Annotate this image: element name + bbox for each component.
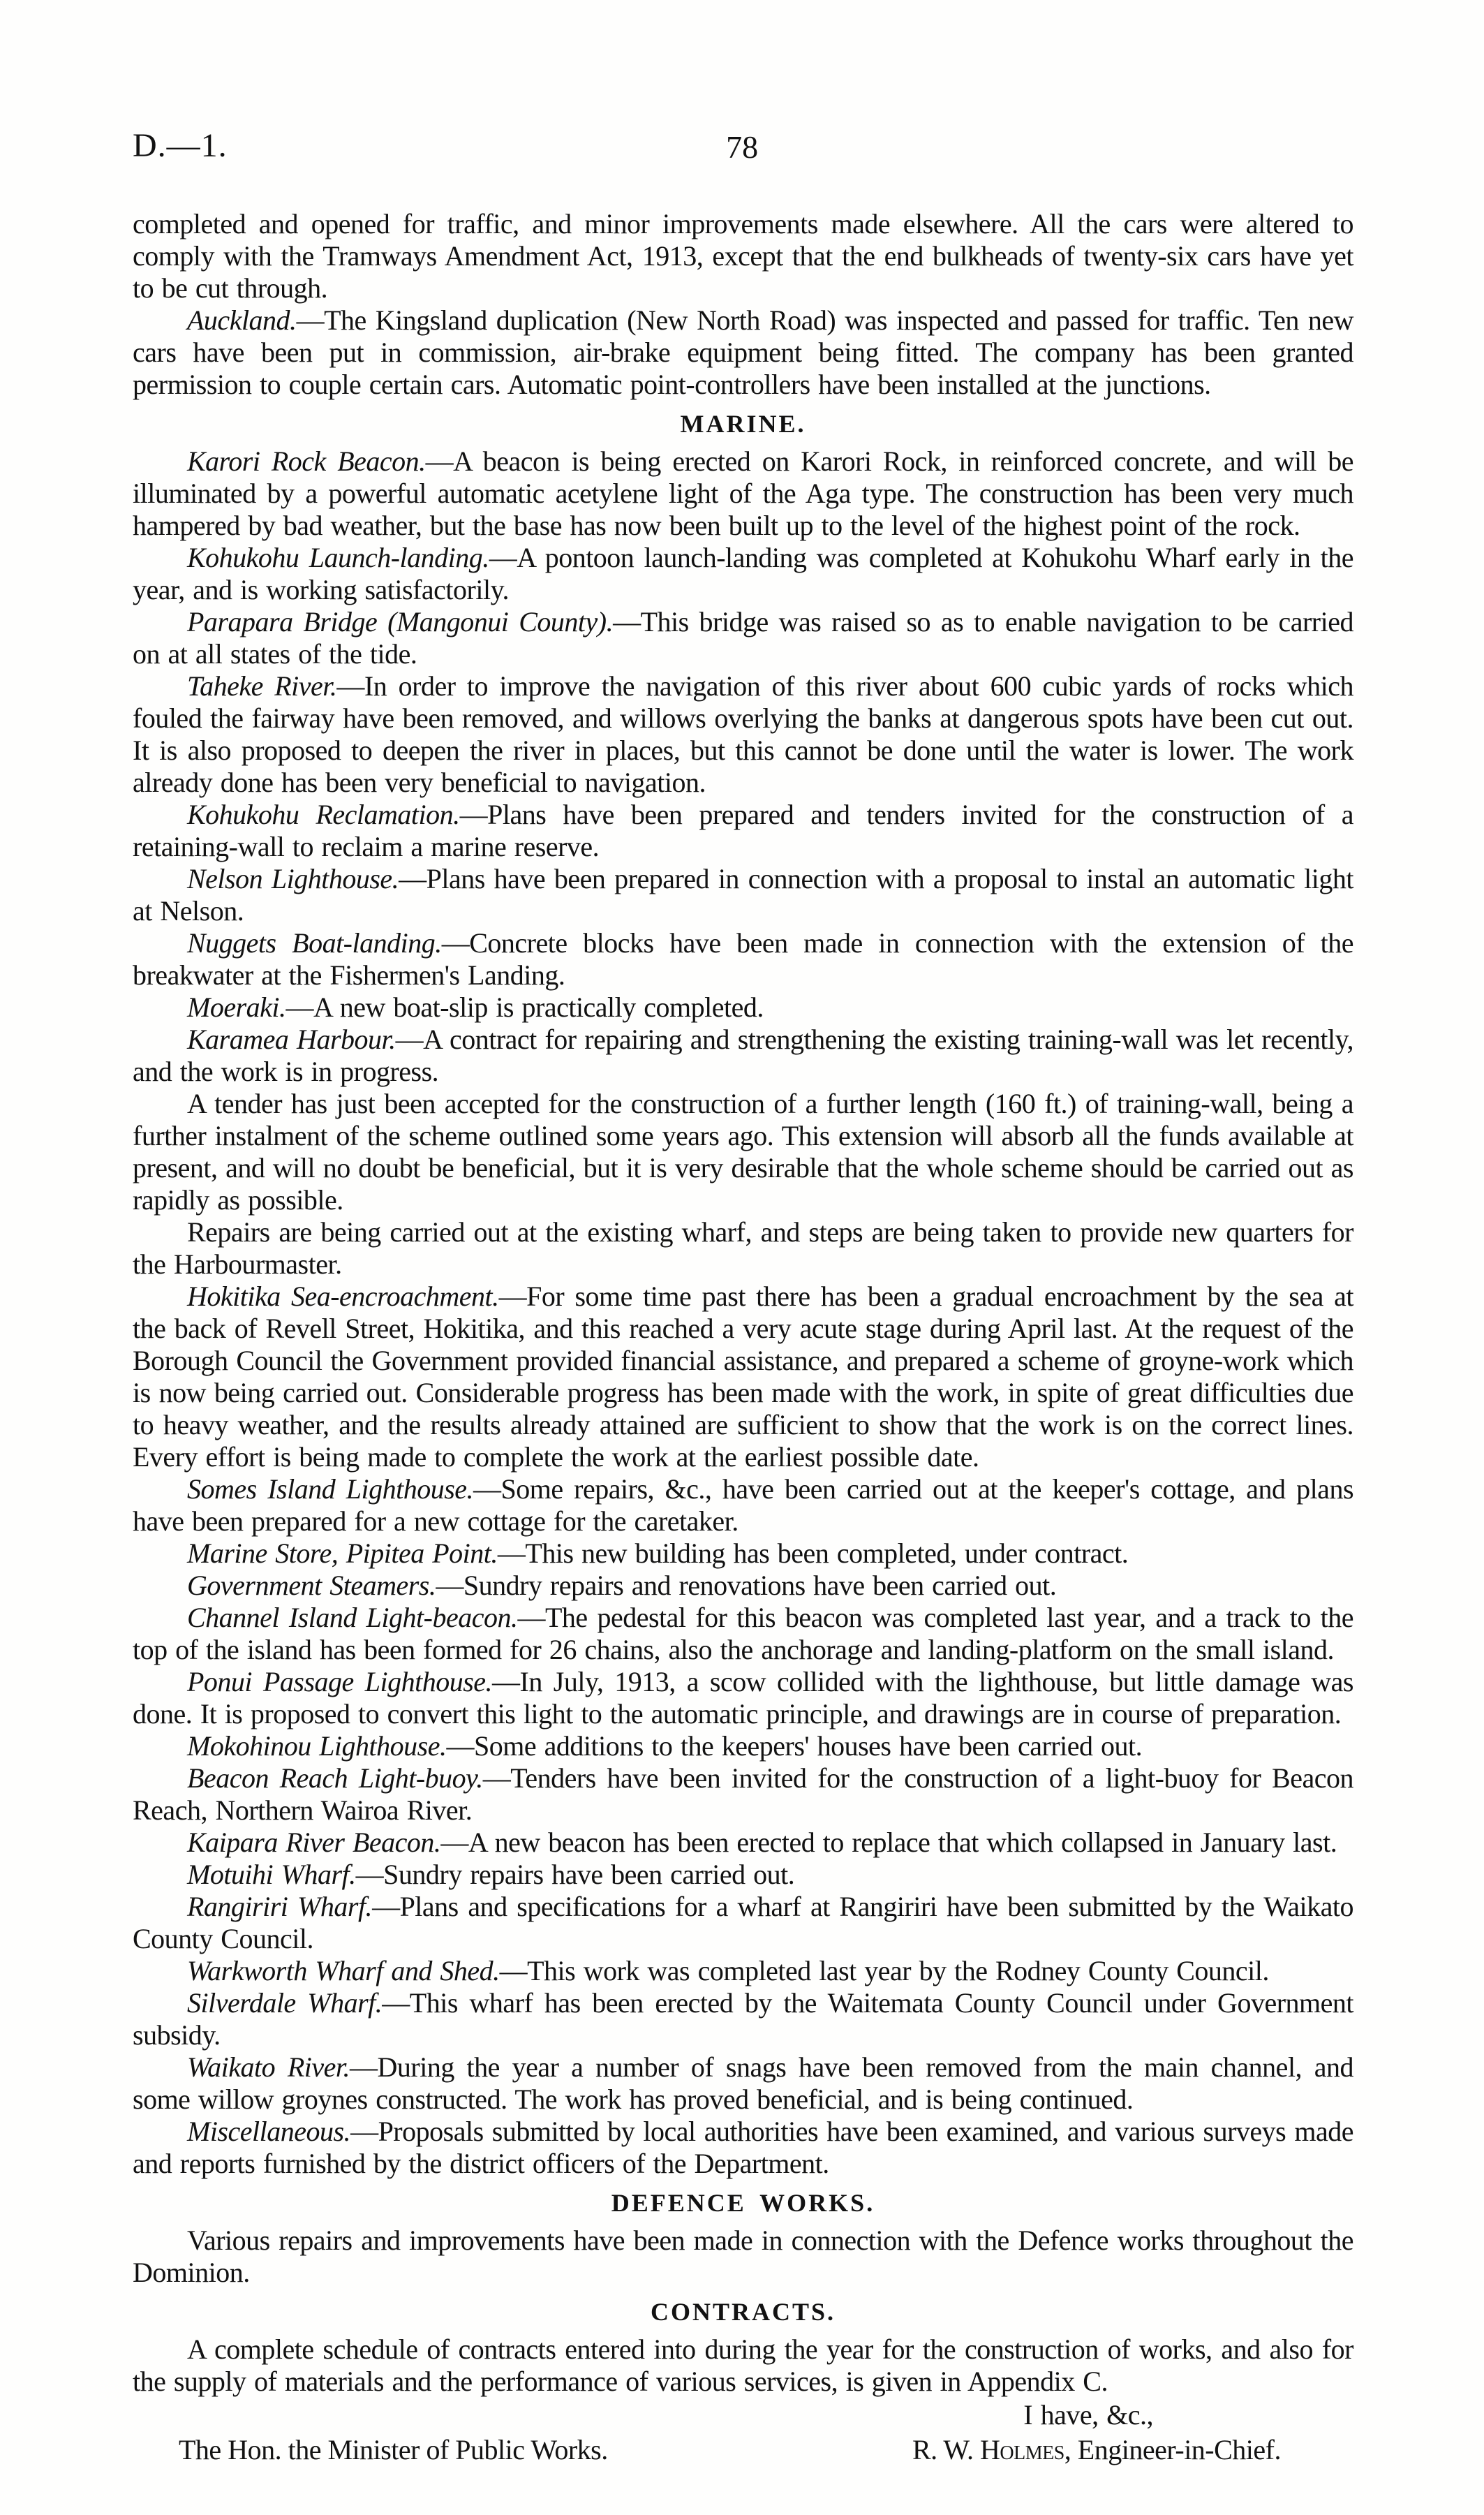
section-paragraphs — [133, 2225, 1353, 2289]
closing-block — [133, 2399, 1353, 2466]
paragraph — [133, 863, 1353, 927]
paragraph-text: —This wharf has been erected by the Waitemata County Council under Government subsidy. — [133, 1987, 1354, 2051]
signatory-title: , Engineer-in-Chief. — [1064, 2434, 1281, 2465]
paragraph-text: —Some repairs, &c., have been carried out at the keeper's cottage, and plans have been prepared for a new cottage for the caretaker. — [133, 1473, 1354, 1537]
valediction: I have, &c., — [1023, 2399, 1153, 2431]
paragraph-text: —A new beacon has been erected to replace that which collapsed in January last. — [440, 1827, 1337, 1858]
paragraph — [133, 2333, 1353, 2398]
paragraph — [133, 1088, 1353, 1216]
paragraph — [133, 1730, 1353, 1762]
paragraph-text: —Plans have been prepared in connection with a proposal to instal an automatic light at Nelson. — [133, 863, 1353, 927]
section-paragraphs — [133, 445, 1353, 2180]
paragraph-text: —This bridge was raised so as to enable navigation to be carried on at all states of the tide. — [133, 606, 1353, 670]
paragraph — [133, 1281, 1353, 1473]
paragraph-lead-italic: Hokitika Sea-encroachment. — [187, 1281, 499, 1312]
paragraph — [133, 1602, 1353, 1666]
paragraph-lead-italic: Karori Rock Beacon. — [187, 445, 426, 477]
paragraph — [133, 1216, 1353, 1281]
paragraph-text: —During the year a number of snags have been removed from the main channel, and some willow groynes constructed. The work has proved beneficial, and is being continued. — [133, 2051, 1353, 2115]
running-head — [133, 127, 1353, 170]
paragraph — [133, 1762, 1353, 1827]
section-heading-marine: MARINE. — [680, 410, 806, 438]
paragraph — [133, 1859, 1353, 1891]
paragraph — [133, 1987, 1353, 2051]
paragraph — [133, 1827, 1353, 1859]
section-intro — [133, 208, 1353, 401]
paragraph-text: —Some additions to the keepers' houses have been carried out. — [446, 1730, 1143, 1762]
page-number: 78 — [726, 129, 759, 165]
paragraph-text: —A contract for repairing and strengthening the existing training-wall was let recently, and the work is in progress. — [133, 1024, 1353, 1087]
paragraph-text: —Concrete blocks have been made in connection with the extension of the breakwater at the Fishermen's Landing. — [133, 927, 1353, 991]
paragraph — [133, 445, 1353, 542]
paragraph-lead-italic: Kohukohu Launch-landing. — [187, 542, 489, 573]
paragraph-lead-italic: Government Steamers. — [187, 1570, 436, 1601]
paragraph-lead-italic: Nuggets Boat-landing. — [187, 927, 442, 959]
paragraph-text: —Sundry repairs have been carried out. — [355, 1859, 795, 1890]
paragraph — [133, 799, 1353, 863]
paragraph-text: —This work was completed last year by the Rodney County Council. — [499, 1955, 1269, 1986]
paragraph — [133, 1955, 1353, 1987]
paragraph-lead-italic: Parapara Bridge (Mangonui County). — [187, 606, 614, 637]
paragraph — [133, 1024, 1353, 1088]
paragraph-text: A tender has just been accepted for the construction of a further length (160 ft.) of training-wall, being a further instalment of the scheme outlined some years ago. This extension will absorb all the funds available at present, and will no doubt be beneficial, but it is very desirable that the whole scheme should be carried out as rapidly as possible. — [133, 1088, 1353, 1216]
signature-row — [133, 2434, 1353, 2466]
paragraph — [133, 1666, 1353, 1730]
paragraph-lead-italic: Auckland. — [187, 304, 297, 336]
paragraph-text: completed and opened for traffic, and minor improvements made elsewhere. All the cars were altered to comply with the Tramways Amendment Act, 1913, except that the end bulkheads of twenty-six cars have yet to be cut through. — [133, 208, 1353, 304]
paragraph-text: Various repairs and improvements have been made in connection with the Defence works throughout the Dominion. — [133, 2225, 1353, 2288]
section-marine — [133, 408, 1353, 2180]
paragraph-text: —In July, 1913, a scow collided with the lighthouse, but little damage was done. It is proposed to convert this light to the automatic principle, and drawings are in course of preparation. — [133, 1666, 1353, 1729]
paragraph — [133, 1891, 1353, 1955]
paragraph — [133, 2225, 1353, 2289]
paragraph-lead-italic: Kaipara River Beacon. — [187, 1827, 441, 1858]
paragraph-lead-italic: Motuihi Wharf. — [187, 1859, 356, 1890]
section-heading-defence-works: DEFENCE WORKS. — [611, 2189, 875, 2217]
paragraph-lead-italic: Silverdale Wharf. — [187, 1987, 383, 2019]
paragraph-text: —A pontoon launch-landing was completed at Kohukohu Wharf early in the year, and is working satisfactorily. — [133, 542, 1354, 605]
paragraph-lead-italic: Marine Store, Pipitea Point. — [187, 1537, 498, 1569]
section-contracts — [133, 2296, 1353, 2398]
paragraph-text: —The pedestal for this beacon was completed last year, and a track to the top of the island has been formed for 26 chains, also the anchorage and landing-platform on the small island. — [133, 1602, 1353, 1665]
paragraph-lead-italic: Ponui Passage Lighthouse. — [187, 1666, 493, 1697]
paragraph — [133, 1570, 1353, 1602]
paragraph-text: Repairs are being carried out at the existing wharf, and steps are being taken to provide new quarters for the Harbourmaster. — [133, 1216, 1353, 1280]
paragraph-text: —A new boat-slip is practically completed. — [285, 991, 764, 1023]
section-paragraphs — [133, 208, 1353, 401]
paragraph-lead-italic: Channel Island Light-beacon. — [187, 1602, 518, 1633]
paragraph-lead-italic: Warkworth Wharf and Shed. — [187, 1955, 500, 1986]
paragraph-text: A complete schedule of contracts entered into during the year for the construction of works, and also for the supply of materials and the performance of various services, is given in Appendix C. — [133, 2333, 1353, 2397]
section-heading-contracts: CONTRACTS. — [650, 2298, 836, 2326]
paragraph — [133, 1537, 1353, 1570]
paragraph — [133, 208, 1353, 304]
paragraph-lead-italic: Waikato River. — [187, 2051, 350, 2083]
paragraph-text: —Proposals submitted by local authorities have been examined, and various surveys made and reports furnished by the district officers of the Department. — [133, 2116, 1353, 2179]
paragraph-lead-italic: Nelson Lighthouse. — [187, 863, 399, 894]
paragraph — [133, 304, 1353, 401]
paragraph-lead-italic: Miscellaneous. — [187, 2116, 351, 2147]
signatory-name: R. W. Holmes — [912, 2434, 1064, 2465]
paragraph-text: —Tenders have been invited for the construction of a light-buoy for Beacon Reach, Northern Wairoa River. — [133, 1762, 1353, 1826]
paragraph-lead-italic: Karamea Harbour. — [187, 1024, 396, 1055]
paragraph — [133, 2116, 1353, 2180]
paragraph-text: —Sundry repairs and renovations have been carried out. — [436, 1570, 1057, 1601]
paragraph — [133, 991, 1353, 1024]
paragraph-text: —For some time past there has been a gradual encroachment by the sea at the back of Revell Street, Hokitika, and this reached a very acute stage during April last. At the request of the Borough Council the Government provided financial assistance, and prepared a scheme of groyne-work which is now being carried out. Considerable progress has been made with the work, in spite of great difficulties due to heavy weather, and the results already attained are sufficient to show that the work is on the correct lines. Every effort is being made to complete the work at the earliest possible date. — [133, 1281, 1353, 1473]
paragraph-lead-italic: Kohukohu Reclamation. — [187, 799, 460, 830]
paragraph — [133, 670, 1353, 799]
paragraph-text: —This new building has been completed, under contract. — [497, 1537, 1129, 1569]
signature — [912, 2434, 1281, 2466]
paragraph — [133, 542, 1353, 606]
paragraph-lead-italic: Mokohinou Lighthouse. — [187, 1730, 447, 1762]
section-paragraphs — [133, 2333, 1353, 2398]
doc-reference: D.—1. — [133, 127, 228, 164]
paragraph — [133, 2051, 1353, 2116]
paragraph-text: —Plans have been prepared and tenders invited for the construction of a retaining-wall to reclaim a marine reserve. — [133, 799, 1353, 862]
paragraph-text: —The Kingsland duplication (New North Road) was inspected and passed for traffic. Ten new cars have been put in commission, air-brake equipment being fitted. The company has been granted permission to couple certain cars. Automatic point-controllers have been installed at the junctions. — [133, 304, 1353, 400]
section-defence-works — [133, 2187, 1353, 2289]
paragraph-lead-italic: Beacon Reach Light-buoy. — [187, 1762, 483, 1794]
paragraph — [133, 1473, 1353, 1537]
paragraph-lead-italic: Taheke River. — [187, 670, 337, 702]
paragraph-lead-italic: Rangiriri Wharf. — [187, 1891, 373, 1922]
paragraph-text: —A beacon is being erected on Karori Rock, in reinforced concrete, and will be illuminated by a powerful automatic acetylene light of the Aga type. The construction has been very much hampered by bad weather, but the base has now been built up to the level of the highest point of the rock. — [133, 445, 1354, 541]
paragraph-lead-italic: Moeraki. — [187, 991, 286, 1023]
paragraph — [133, 927, 1353, 991]
paragraph-text: —Plans and specifications for a wharf at Rangiriri have been submitted by the Waikato County Council. — [133, 1891, 1354, 1954]
paragraph-lead-italic: Somes Island Lighthouse. — [187, 1473, 474, 1505]
addressee: The Hon. the Minister of Public Works. — [179, 2434, 608, 2465]
paragraph — [133, 606, 1353, 670]
paragraph-text: —In order to improve the navigation of this river about 600 cubic yards of rocks which fouled the fairway have been removed, and willows overlying the banks at dangerous spots have been cut out. It is also proposed to deepen the river in places, but this cannot be done until the water is lower. The work already done has been very beneficial to navigation. — [133, 670, 1354, 798]
